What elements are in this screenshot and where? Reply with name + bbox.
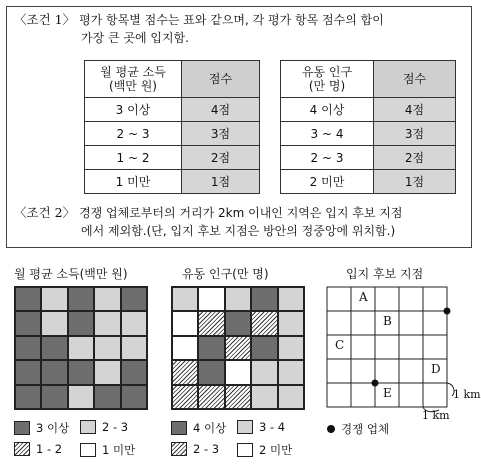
site-d-label: D (431, 362, 441, 376)
income-map-grid (14, 286, 148, 410)
condition1-text (14, 11, 384, 29)
grid-cell (121, 336, 147, 360)
table-cell: 3 이상 (85, 98, 182, 122)
population-legend-4: 2 미만 (237, 442, 292, 458)
income-legend-4: 1 미만 (80, 442, 135, 458)
grid-cell (94, 311, 120, 335)
income-score-table (84, 60, 260, 194)
grid-cell (225, 360, 251, 384)
grid-cell (225, 311, 251, 335)
grid-cell (198, 311, 224, 335)
site-b-label: B (383, 314, 392, 328)
competitor-legend-marker (327, 425, 335, 433)
condition2-line2: 에서 제외함.(단, 입지 후보 지점은 방안의 정중앙에 위치함.) (81, 224, 396, 238)
grid-cell (198, 287, 224, 311)
sites-map (322, 284, 472, 424)
table-cell: 4점 (374, 98, 456, 122)
grid-cell (41, 287, 67, 311)
population-legend-2: 3 - 4 (237, 420, 285, 434)
table-cell: 1 ~ 2 (85, 146, 182, 170)
grid-cell (278, 311, 304, 335)
table-cell: 1점 (182, 170, 260, 194)
grid-cell (251, 287, 277, 311)
grid-cell (172, 336, 198, 360)
table-cell: 4 이상 (281, 98, 374, 122)
legend-swatch (237, 420, 253, 434)
income-header: 월 평균 소득 (백만 원) (85, 61, 182, 98)
table-cell: 2 미만 (281, 170, 374, 194)
table-cell: 1점 (374, 170, 456, 194)
grid-cell (172, 360, 198, 384)
grid-cell (172, 385, 198, 409)
grid-cell (15, 360, 41, 384)
grid-cell (251, 360, 277, 384)
table-cell: 2 ~ 3 (281, 146, 374, 170)
grid-cell (68, 336, 94, 360)
table-cell: 2 ~ 3 (85, 122, 182, 146)
competitor-marker (444, 308, 451, 315)
grid-cell (198, 336, 224, 360)
grid-cell (41, 311, 67, 335)
scale-label-vertical: 1 km (453, 388, 481, 401)
grid-cell (68, 385, 94, 409)
grid-cell (68, 360, 94, 384)
legend-swatch (171, 421, 187, 435)
condition2-text (14, 204, 402, 222)
income-legend-2: 2 - 3 (80, 420, 128, 434)
grid-cell (278, 336, 304, 360)
table-cell: 2점 (374, 146, 456, 170)
legend-swatch (14, 442, 30, 456)
table-cell: 4점 (182, 98, 260, 122)
grid-cell (225, 336, 251, 360)
table-cell: 3 ~ 4 (281, 122, 374, 146)
legend-swatch (237, 443, 253, 457)
table-cell: 3점 (374, 122, 456, 146)
grid-cell (121, 385, 147, 409)
condition1-label: 〈조건 1〉 (14, 12, 76, 27)
competitor-marker (372, 380, 379, 387)
table-cell: 3점 (182, 122, 260, 146)
grid-cell (41, 336, 67, 360)
grid-cell (278, 360, 304, 384)
income-map-title: 월 평균 소득(백만 원) (14, 267, 128, 281)
sites-map-title: 입지 후보 지점 (346, 267, 424, 281)
grid-cell (121, 287, 147, 311)
grid-cell (94, 336, 120, 360)
grid-cell (251, 385, 277, 409)
population-map-title: 유동 인구(만 명) (182, 267, 269, 281)
grid-cell (15, 385, 41, 409)
population-score-table (280, 60, 456, 194)
grid-cell (15, 287, 41, 311)
condition2-line1: 경쟁 업체로부터의 거리가 2km 이내인 지역은 입지 후보 지점 (79, 206, 403, 220)
grid-cell (121, 360, 147, 384)
grid-cell (121, 311, 147, 335)
table-cell: 1 미만 (85, 170, 182, 194)
legend-swatch (80, 420, 96, 434)
population-map-grid (171, 286, 305, 410)
grid-cell (278, 385, 304, 409)
competitor-legend: 경쟁 업체 (327, 421, 389, 437)
grid-cell (198, 360, 224, 384)
site-e-label: E (383, 386, 392, 400)
income-score-header: 점수 (182, 61, 260, 98)
condition2-label: 〈조건 2〉 (14, 205, 76, 220)
grid-cell (172, 287, 198, 311)
grid-cell (94, 385, 120, 409)
grid-cell (278, 287, 304, 311)
grid-cell (41, 360, 67, 384)
grid-cell (225, 287, 251, 311)
condition1-line2: 가장 큰 곳에 입지함. (81, 31, 189, 45)
legend-swatch (14, 421, 30, 435)
grid-cell (68, 287, 94, 311)
grid-cell (172, 311, 198, 335)
income-legend-1: 3 이상 (14, 420, 69, 436)
population-legend-1: 4 이상 (171, 420, 226, 436)
population-header: 유동 인구 (만 명) (281, 61, 374, 98)
income-legend-3: 1 - 2 (14, 442, 62, 456)
grid-cell (41, 385, 67, 409)
grid-cell (198, 385, 224, 409)
grid-cell (94, 360, 120, 384)
grid-cell (68, 311, 94, 335)
site-c-label: C (335, 338, 345, 352)
population-score-header: 점수 (374, 61, 456, 98)
grid-cell (251, 336, 277, 360)
population-legend-3: 2 - 3 (171, 442, 219, 456)
grid-cell (94, 287, 120, 311)
site-a-label: A (359, 290, 368, 304)
condition1-line1: 평가 항목별 점수는 표와 같으며, 각 평가 항목 점수의 합이 (79, 13, 384, 27)
scale-label-horizontal: 1 km (422, 409, 450, 422)
table-cell: 2점 (182, 146, 260, 170)
legend-swatch (80, 443, 96, 457)
grid-cell (15, 336, 41, 360)
grid-cell (225, 385, 251, 409)
legend-swatch (171, 442, 187, 456)
grid-cell (15, 311, 41, 335)
grid-cell (251, 311, 277, 335)
